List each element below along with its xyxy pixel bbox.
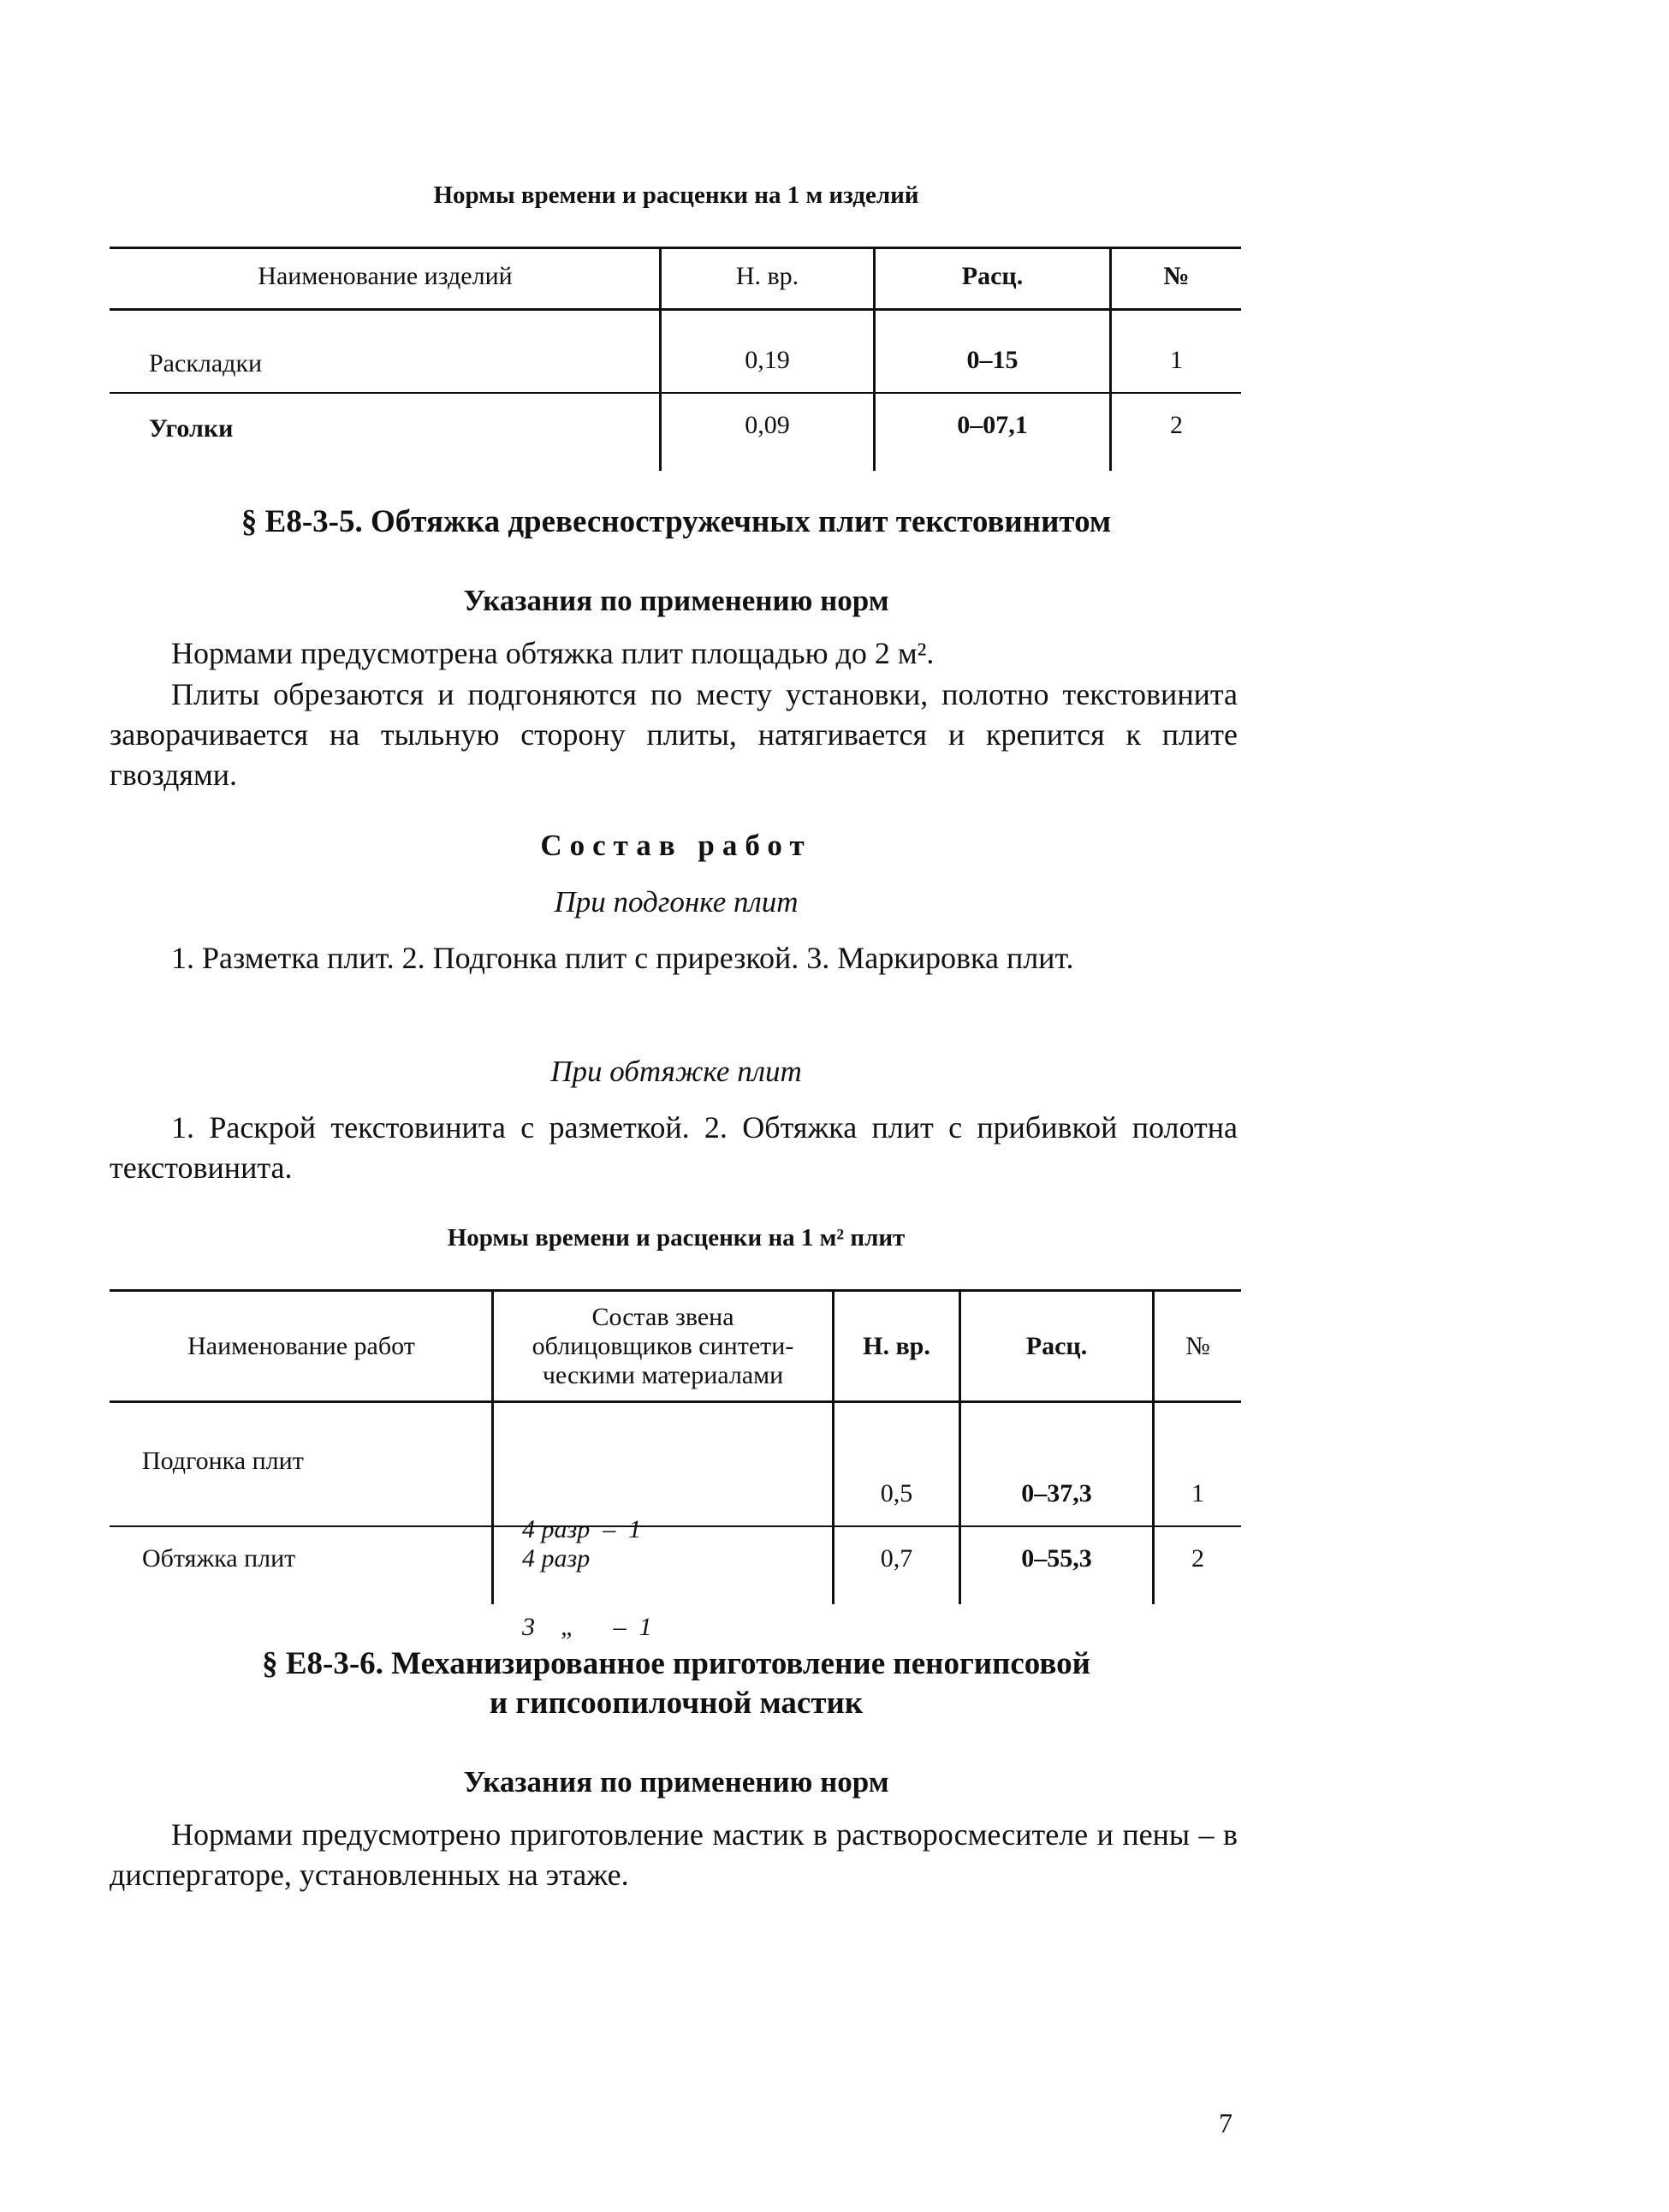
section1-sub1: При подгонке плит [554, 885, 799, 919]
paragraph-text: Нормами предусмотрено приготовление мастик в растворосмесителе и пены – в диспергаторе, установленных на этаже. [110, 1817, 1238, 1892]
table1-header-hvr: Н. вр. [735, 262, 799, 290]
table2-row-rule [110, 1525, 1241, 1527]
section1-work-heading: Состав работ [540, 829, 812, 862]
table-row-num: 1 [1170, 346, 1183, 374]
table-row-hvr: 0,09 [745, 411, 790, 439]
table2-header-rule [110, 1400, 1241, 1403]
table2-top-rule [110, 1289, 1241, 1292]
table-row-hvr: 0,19 [745, 346, 790, 374]
crew-header-line: ческими материалами [542, 1361, 784, 1389]
table2-header-crew [494, 1303, 832, 1390]
table-row-rasc: 0–55,3 [1021, 1544, 1092, 1573]
table-row-crew [522, 1544, 590, 1573]
table2-caption: Нормы времени и расценки на 1 м² плит [447, 1224, 906, 1252]
section2-title-line2: и гипсоопилочной мастик [489, 1686, 864, 1721]
paragraph-text: 1. Раскрой текстовинита с разметкой. 2. Обтяжка плит с прибивкой полотна текстовинита. [110, 1110, 1238, 1185]
page-number: 7 [1219, 2108, 1232, 2138]
paragraph-text: Нормами предусмотрена обтяжка плит площадью до 2 м². [171, 636, 935, 670]
table-row-name: Раскладки [149, 349, 263, 378]
section1-sub2: При обтяжке плит [550, 1055, 802, 1088]
table-row-name: Уголки [149, 414, 234, 443]
section2-instructions-heading: Указания по применению норм [463, 1765, 889, 1799]
table1-caption: Нормы времени и расценки на 1 м изделий [433, 181, 919, 209]
crew-header-line: облицовщиков синтети- [532, 1332, 794, 1360]
section1-instructions-heading: Указания по применению норм [463, 584, 889, 617]
table-row-num: 2 [1191, 1544, 1204, 1573]
table-row-rasc: 0–15 [966, 346, 1019, 374]
section2-para1 [110, 1815, 1238, 1895]
table1-header-name: Наименование изделий [258, 262, 513, 290]
crew-line: 4 разр – 1 [522, 1515, 642, 1543]
crew-line: 4 разр [522, 1544, 591, 1573]
table-row-name: Подгонка плит [142, 1447, 304, 1475]
table2-header-name: Наименование работ [187, 1332, 415, 1360]
section1-title: § Е8-3-5. Обтяжка древесностружечных плит текстовинитом [241, 504, 1112, 539]
table-row-hvr: 0,7 [880, 1544, 913, 1573]
table2-header-hvr: Н. вр. [863, 1332, 930, 1360]
table-row-num: 1 [1191, 1479, 1204, 1507]
crew-header-line: Состав звена [591, 1303, 734, 1331]
paragraph-text: Плиты обрезаются и подгоняются по месту установки, полотно текстовинита заворачивается на тыльную сторону плиты, натягивается и крепится к плите гвоздями. [110, 677, 1238, 792]
section1-list1 [110, 938, 1238, 978]
table-row-rasc: 0–07,1 [957, 411, 1028, 439]
table1-header-rule [110, 308, 1241, 311]
section2-title-line1: § Е8-3-6. Механизированное приготовление пеногипсовой [262, 1646, 1090, 1681]
section1-list2 [110, 1108, 1238, 1188]
table1-row-rule [110, 392, 1241, 394]
table-row-num: 2 [1170, 411, 1183, 439]
table-row-name: Обтяжка плит [142, 1544, 296, 1573]
table1-header-num: № [1163, 262, 1190, 290]
table2-header-num: № [1185, 1332, 1210, 1360]
table-row-rasc: 0–37,3 [1021, 1479, 1092, 1507]
paragraph-text: 1. Разметка плит. 2. Подгонка плит с прирезкой. 3. Маркировка плит. [171, 941, 1074, 975]
table2-header-rasc: Расц. [1025, 1332, 1088, 1360]
section1-para1 [110, 633, 1238, 674]
section1-para2 [110, 675, 1238, 795]
table1-top-rule [110, 247, 1241, 249]
table1-header-rasc: Расц. [961, 262, 1024, 290]
table-row-hvr: 0,5 [880, 1479, 913, 1507]
crew-line: 3 „ – 1 [522, 1613, 652, 1641]
